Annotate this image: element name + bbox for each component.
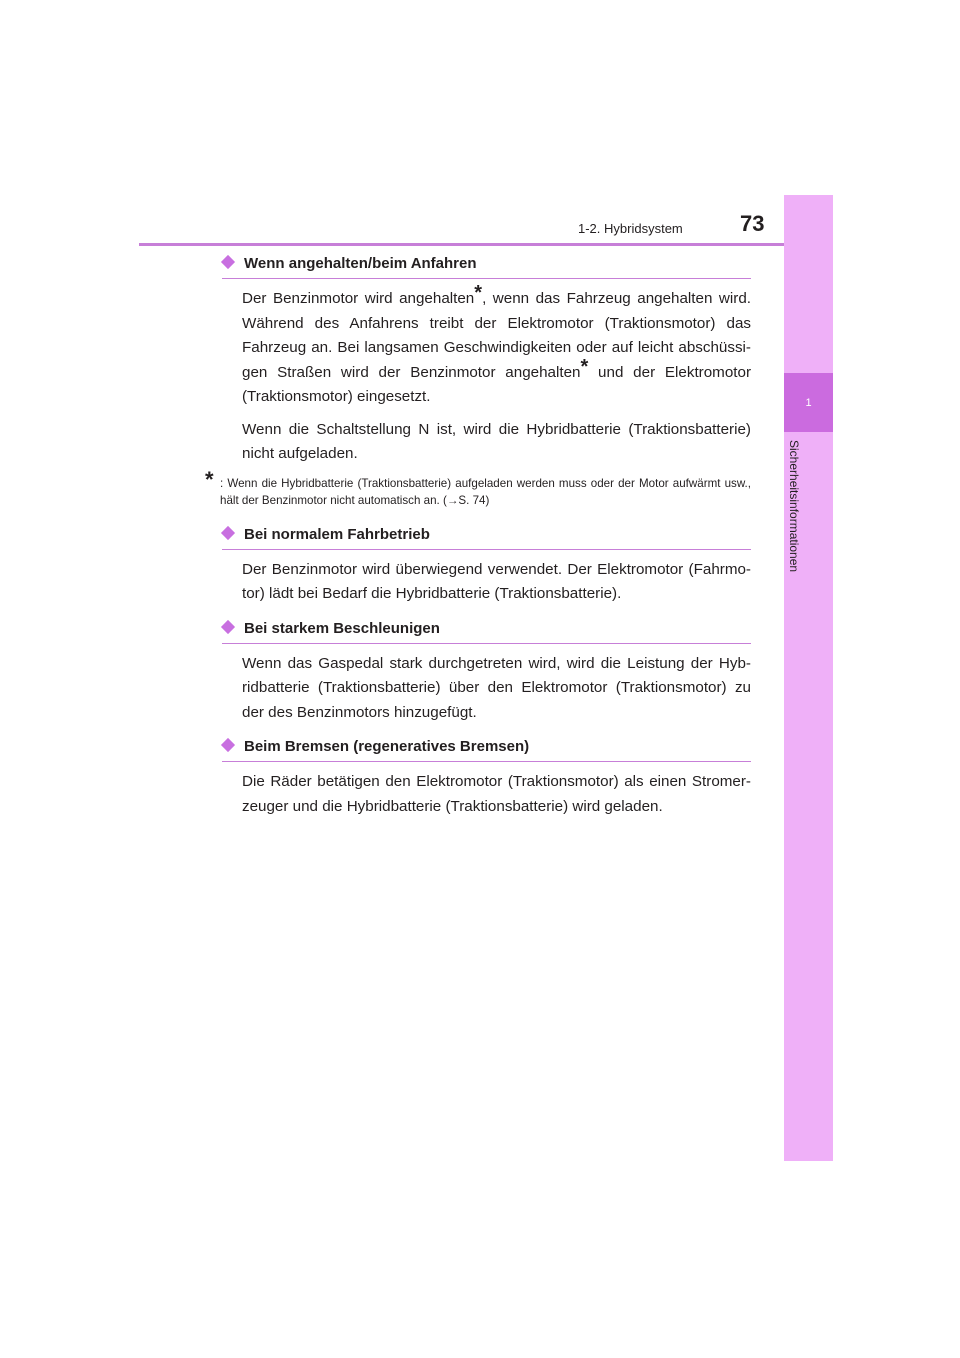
diamond-icon — [221, 619, 235, 633]
chapter-side-tab — [784, 195, 833, 1161]
paragraph: Der Benzinmotor wird überwiegend verwendet. Der Elektromotor (Fahrmo-tor) lädt bei Bedarf die Hybridbatterie (Traktionsbatterie). — [242, 560, 751, 602]
diamond-icon — [221, 255, 235, 269]
header-divider — [139, 243, 833, 246]
paragraph: Die Räder betätigen den Elektromotor (Traktionsmotor) als einen Stromer-zeuger und die Hybridbatterie (Traktionsbatterie) wird geladen. — [242, 773, 751, 815]
section-heading-text: Wenn angehalten/beim Anfahren — [244, 255, 477, 272]
diamond-icon — [221, 738, 235, 752]
section-heading — [222, 615, 751, 644]
section-heading — [222, 250, 751, 279]
footnote-reference: * — [580, 355, 589, 378]
diamond-icon — [221, 525, 235, 539]
page-content — [205, 250, 751, 827]
paragraph-text: Der Benzinmotor wird angehalten — [242, 290, 475, 307]
section-heading — [222, 521, 751, 550]
footnote-marker: * — [205, 466, 214, 492]
footnote — [205, 466, 751, 509]
chapter-number-tab: 1 — [784, 373, 833, 432]
paragraph — [242, 282, 751, 410]
section-reference: 1-2. Hybridsystem — [578, 221, 683, 236]
section-heading — [222, 733, 751, 762]
section-heading-text: Bei starkem Beschleunigen — [244, 619, 440, 637]
paragraph-text: und der Elektromotor (Traktionsmotor) eingesetzt. — [242, 363, 751, 405]
page-number: 73 — [740, 211, 765, 236]
paragraph: Wenn das Gaspedal stark durchgetreten wird, wird die Leistung der Hyb-ridbatterie (Traktionsbatterie) über den Elektromotor (Traktionsmotor) zu der des Benzinmotors hinzugefügt. — [242, 654, 751, 721]
paragraph-text: , wenn das Fahrzeug angehalten wird. Während des Anfahrens treibt der Elektromotor (Traktionsmotor) das Fahrzeug an. Bei langsamen Geschwindigkeiten oder auf leicht abschüssi-gen Straßen wird der Benzinmotor angehalten — [242, 290, 751, 381]
footnote-text: : Wenn die Hybridbatterie (Traktionsbatterie) aufgeladen werden muss oder der Motor aufwärmt usw., hält der Benzinmotor nicht automatisch an. (→S. 74) — [220, 476, 751, 507]
paragraph: Wenn die Schaltstellung N ist, wird die Hybridbatterie (Traktionsbatterie) nicht aufgeladen. — [242, 420, 751, 462]
section-heading-text: Beim Bremsen (regeneratives Bremsen) — [244, 738, 530, 755]
chapter-title-vertical: Sicherheitsinformationen — [787, 440, 801, 573]
footnote-reference: * — [474, 282, 483, 304]
section-heading-text: Bei normalem Fahrbetrieb — [244, 525, 430, 543]
